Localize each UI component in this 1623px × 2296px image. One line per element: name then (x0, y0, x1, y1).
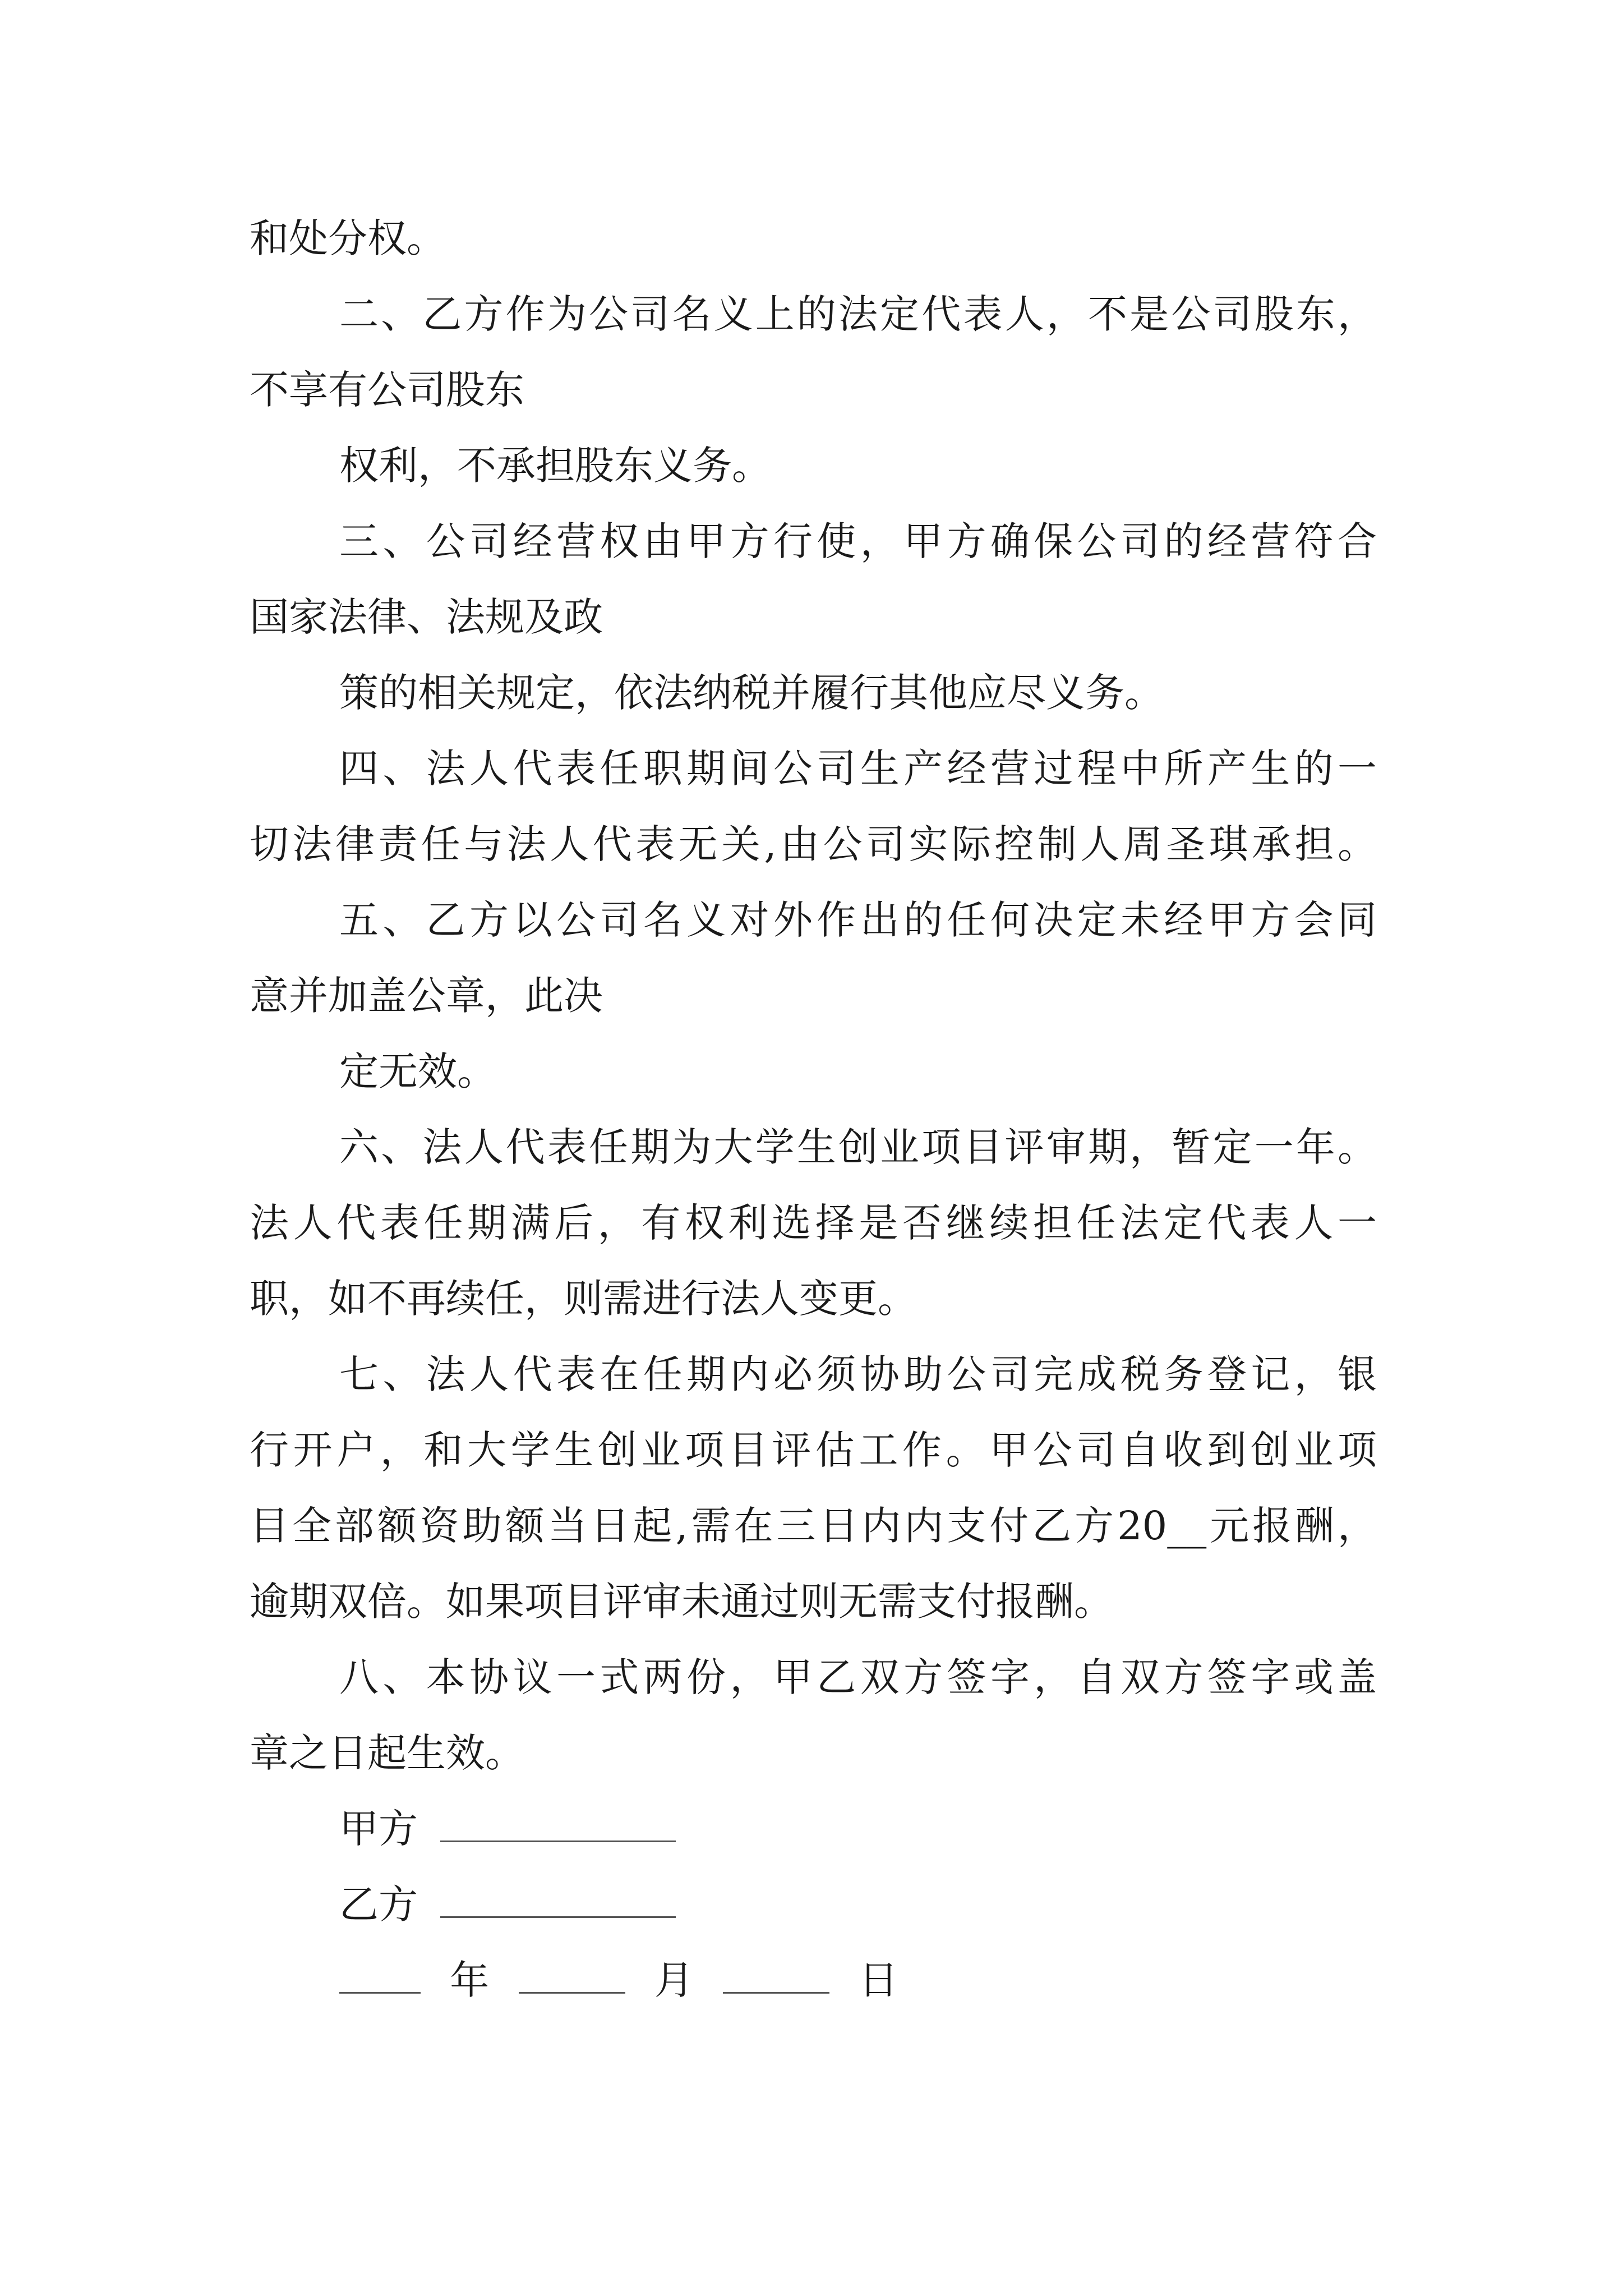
party-a-label: 甲方 (339, 1806, 418, 1852)
year-blank (339, 1957, 421, 1994)
party-b-signature-blank (440, 1881, 676, 1918)
text-line: 六、法人代表任期为大学生创业项目评审期，暂定一年。 (339, 1124, 1377, 1170)
party-a-signature-row (339, 1803, 676, 1854)
text-line: 七、法人代表在任期内必须协助公司完成税务登记，银 (339, 1351, 1377, 1397)
text-line: 策的相关规定，依法纳税并履行其他应尽义务。 (339, 670, 1164, 716)
text-line: 五、乙方以公司名义对外作出的任何决定未经甲方会同 (339, 897, 1377, 943)
text-line: 不享有公司股东 (250, 367, 524, 413)
text-line: 四、法人代表任职期间公司生产经营过程中所产生的一 (339, 746, 1377, 792)
party-b-signature-row (339, 1879, 676, 1930)
text-line: 行开户，和大学生创业项目评估工作。甲公司自收到创业项 (250, 1427, 1377, 1473)
text-line: 法人代表任期满后，有权利选择是否继续担任法定代表人一 (250, 1200, 1377, 1246)
text-line: 权利，不承担股东义务。 (339, 443, 771, 489)
day-label: 日 (859, 1957, 898, 2003)
text-line: 二、乙方作为公司名义上的法定代表人，不是公司股东， (339, 291, 1377, 337)
text-line: 目全部额资助额当日起,需在三日内内支付乙方20__元报酬， (250, 1503, 1377, 1549)
party-b-label: 乙方 (339, 1881, 418, 1927)
day-blank (723, 1957, 829, 1994)
text-line: 八、本协议一式两份，甲乙双方签字，自双方签字或盖 (339, 1654, 1377, 1700)
text-line: 职，如不再续任，则需进行法人变更。 (250, 1276, 917, 1322)
text-line: 和处分权。 (250, 215, 446, 261)
year-label: 年 (450, 1957, 490, 2003)
text-line: 三、公司经营权由甲方行使，甲方确保公司的经营符合 (339, 518, 1377, 564)
date-row (339, 1955, 915, 2005)
text-line: 章之日起生效。 (250, 1730, 524, 1776)
month-blank (519, 1957, 625, 1994)
party-a-signature-blank (440, 1806, 676, 1842)
text-line: 意并加盖公章，此决 (250, 973, 603, 1019)
text-line: 定无效。 (339, 1048, 496, 1094)
text-line: 逾期双倍。如果项目评审未通过则无需支付报酬。 (250, 1579, 1113, 1625)
text-line: 切法律责任与法人代表无关,由公司实际控制人周圣琪承担。 (250, 821, 1377, 867)
text-line: 国家法律、法规及政 (250, 594, 603, 640)
month-label: 月 (654, 1957, 694, 2003)
